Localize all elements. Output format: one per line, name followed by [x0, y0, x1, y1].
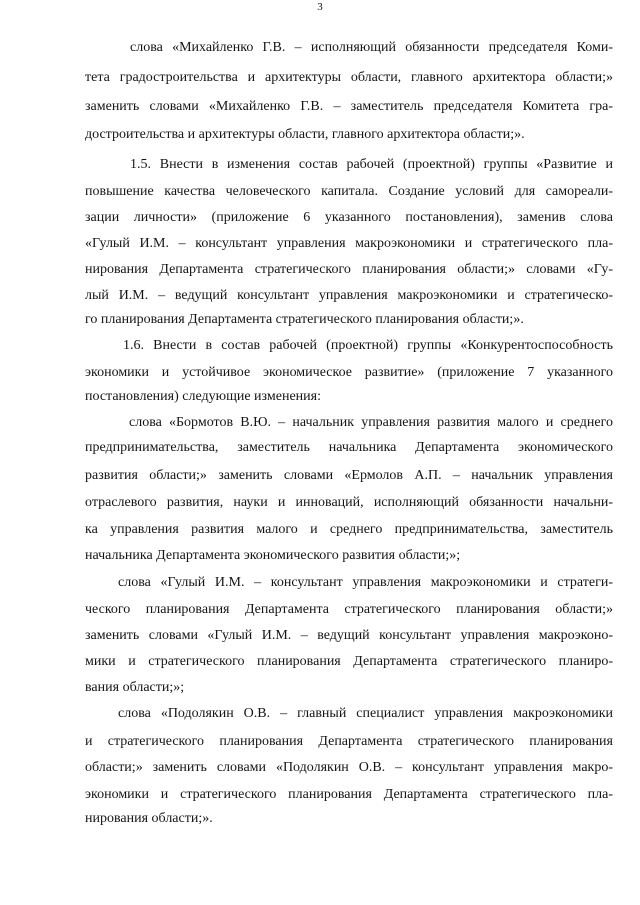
text-line: ческого планирования Департамента стратегического планирования области;»: [85, 602, 613, 617]
text-line: постановления) следующие изменения:: [85, 389, 321, 404]
text-line: лый И.М. – ведущий консультант управления макроэкономики и стратегическо-: [85, 288, 613, 303]
text-line: нирования области;».: [85, 811, 213, 826]
page-number: 3: [317, 1, 323, 13]
text-line: вания области;»;: [85, 680, 185, 695]
text-line: предпринимательства, заместитель начальника Департамента экономического: [85, 440, 613, 455]
text-line: и стратегического планирования Департамента стратегического планирования: [85, 734, 613, 749]
text-line: 1.6. Внести в состав рабочей (проектной) группы «Конкурентоспособность: [123, 338, 613, 353]
text-line: заменить словами «Михайленко Г.В. – заместитель председателя Комитета гра-: [85, 99, 613, 114]
text-line: экономики и устойчивое экономическое развитие» (приложение 7 указанного: [85, 365, 613, 380]
text-line: отраслевого развития, науки и инноваций, исполняющий обязанности начальни-: [85, 495, 613, 510]
text-line: достроительства и архитектуры области, главного архитектора области;».: [85, 127, 525, 142]
text-line: «Гулый И.М. – консультант управления макроэкономики и стратегического пла-: [85, 236, 613, 251]
text-line: нирования Департамента стратегического планирования области;» словами «Гу-: [85, 262, 613, 277]
text-line: заменить словами «Гулый И.М. – ведущий консультант управления макроэконо-: [85, 628, 613, 643]
text-line: слова «Гулый И.М. – консультант управления макроэкономики и стратеги-: [118, 575, 613, 590]
text-line: слова «Бормотов В.Ю. – начальник управления развития малого и среднего: [129, 415, 613, 430]
text-line: тета градостроительства и архитектуры области, главного архитектора области;»: [85, 70, 613, 85]
text-line: 1.5. Внести в изменения состав рабочей (проектной) группы «Развитие и: [130, 157, 613, 172]
text-line: мики и стратегического планирования Департамента стратегического планиро-: [85, 654, 613, 669]
text-line: области;» заменить словами «Подолякин О.В. – консультант управления макро-: [85, 760, 613, 775]
text-line: слова «Михайленко Г.В. – исполняющий обязанности председателя Коми-: [130, 40, 613, 55]
text-line: экономики и стратегического планирования Департамента стратегического пла-: [85, 787, 613, 802]
text-line: зации личности» (приложение 6 указанного постановления), заменив слова: [85, 210, 613, 225]
text-line: развития области;» заменить словами «Ермолов А.П. – начальник управления: [85, 468, 613, 483]
text-line: начальника Департамента экономического развития области;»;: [85, 548, 461, 563]
text-line: ка управления развития малого и среднего предпринимательства, заместитель: [85, 522, 613, 537]
text-line: слова «Подолякин О.В. – главный специалист управления макроэкономики: [118, 706, 613, 721]
text-line: повышение качества человеческого капитала. Создание условий для самореали-: [85, 184, 613, 199]
text-line: го планирования Департамента стратегического планирования области;».: [85, 312, 524, 327]
